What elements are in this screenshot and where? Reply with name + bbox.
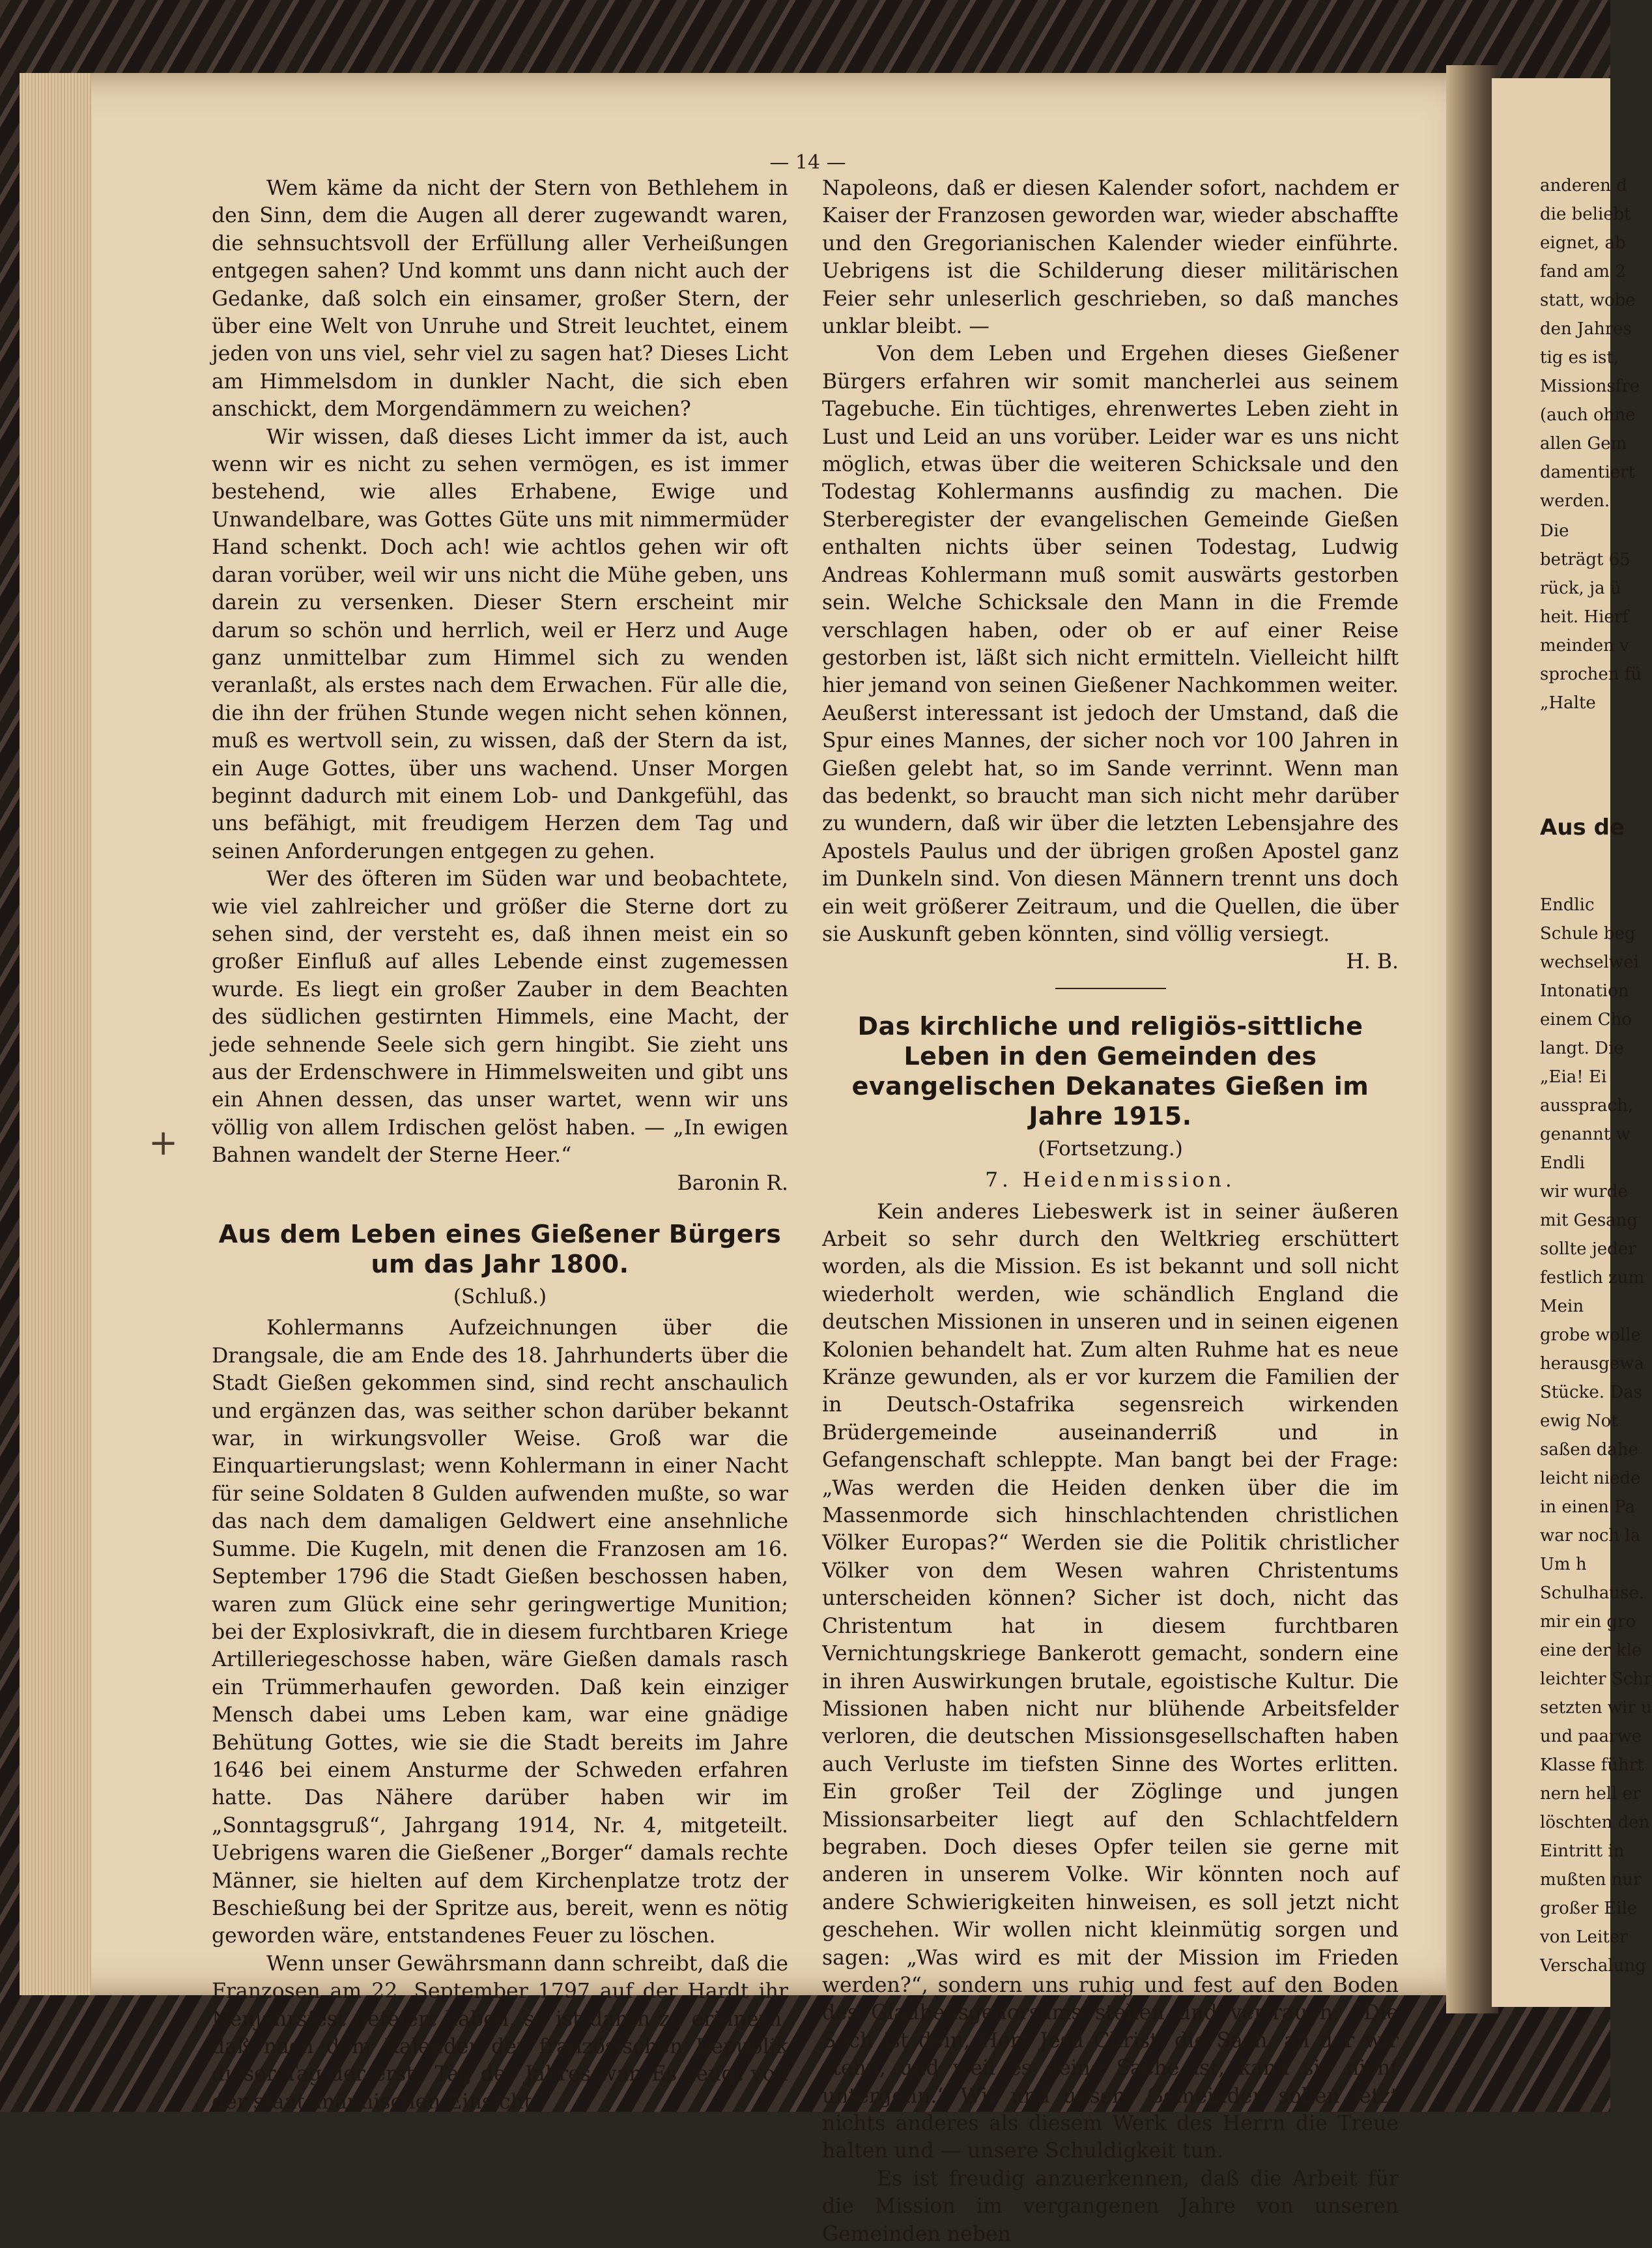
fragment-line: mir ein gro <box>1540 1612 1636 1632</box>
fragment-line: grobe wolle <box>1540 1325 1641 1345</box>
page-edge <box>20 73 91 1995</box>
fragment-line: leicht niede <box>1540 1469 1641 1488</box>
fragment-line: die beliebt <box>1540 205 1631 224</box>
fragment-line: eignet, ab <box>1540 233 1626 253</box>
fragment-line: wir wurde <box>1540 1182 1628 1202</box>
fragment-line: den Jahres <box>1540 319 1632 339</box>
fragment-line: saßen dahe <box>1540 1440 1638 1460</box>
fragment-line: mußten nur <box>1540 1870 1642 1890</box>
fragment-line: ewig Not <box>1540 1411 1618 1431</box>
fragment-line: nern hell er <box>1540 1784 1641 1804</box>
fragment-line: werden. <box>1540 491 1610 511</box>
fragment-line: Schulhause. <box>1540 1583 1645 1603</box>
fragment-line: genannt w <box>1540 1125 1631 1144</box>
fragment-heading: Aus de <box>1540 814 1625 841</box>
article-subtitle: (Fortsetzung.) <box>1038 1136 1183 1160</box>
fragment-line: und paarwe <box>1540 1727 1642 1746</box>
fragment-line: Stücke. Das <box>1540 1383 1642 1402</box>
fragment-line: heit. Hierf <box>1540 607 1629 627</box>
fragment-line: eine der kle <box>1540 1641 1642 1660</box>
paragraph: Von dem Leben und Ergehen dieses Gießener Bürgers erfahren wir somit mancherlei aus seinem Tagebuche. Ein tüchtiges, ehrenwertes Leben zieht in Lust und Leid an uns vorüber. Leider war es uns nicht möglich, etwas über die weiteren Schicksale und den Todestag Kohlermanns ausfindig zu machen. Die Sterberegister der evangelischen Gemeinde Gießen enthalten nichts über seinen Todestag, Ludwig Andreas Kohlermann muß somit auswärts gestorben sein. Welche Schicksale den Mann in die Fremde verschlagen haben, oder ob er auf einer Reise gestorben ist, läßt sich nicht ermitteln. Vielleicht hilft hier jemand von seinen Gießener Nachkommen weiter. Aeußerst interessant ist jedoch der Umstand, daß die Spur eines Mannes, der sicher noch vor 100 Jahren in Gießen gelebt hat, so im Sande verrinnt. Wenn man das bedenkt, so braucht man sich nicht mehr darüber zu wundern, daß wir über die letzten Lebensjahre des Apostels Paulus und der übrigen großen Apostel ganz im Dunkeln sind. Von diesen Männern trennt uns doch ein weit größerer Zeitraum, und die Quellen, die über sie Auskunft geben könnten, sind völlig versiegt. <box>822 342 1399 946</box>
fragment-line: setzten wir u <box>1540 1698 1652 1718</box>
article-subtitle: (Schluß.) <box>453 1285 547 1309</box>
page-number: — 14 — <box>769 151 846 174</box>
fragment-line: anderen d <box>1540 176 1627 195</box>
fragment-line: Um h <box>1540 1555 1587 1574</box>
fragment-line: Klasse führt <box>1540 1755 1644 1775</box>
paragraph: Napoleons, daß er diesen Kalender sofort, nachdem er Kaiser der Franzosen geworden war, wieder abschaffte und den Gregorianischen Kalender wieder einführte. Uebrigens ist die Schilderung dieser militärischen Feier sehr unleserlich geschrieben, so daß manches unklar bleibt. — <box>822 177 1399 339</box>
paragraph: Wir wissen, daß dieses Licht immer da ist, auch wenn wir es nicht zu sehen vermögen, es ist immer bestehend, wie alles Erhabene, Ewige und Unwandelbare, was Gottes Güte uns mit nimmermüder Hand schenkt. Doch ach! wie achtlos gehen wir oft daran vorüber, weil wir uns nicht die Mühe geben, uns darein zu versenken. Dieser Stern erscheint mir darum so schön und herrlich, weil er Herz und Auge ganz unmittelbar zum Himmel sich zu wenden veranlaßt, als erstes nach dem Erwachen. Für alle die, die ihn der frühen Stunde wegen nicht sehen können, muß es wertvoll sein, zu wissen, daß der Stern da ist, ein Auge Gottes, über uns wachend. Unser Morgen beginnt dadurch mit einem Lob- und Dankgefühl, das uns befähigt, mit freudigem Herzen dem Tag und seinen Anforderungen entgegen zu gehen. <box>212 425 788 863</box>
fragment-line: Intonation <box>1540 981 1629 1001</box>
fragment-line: statt, wobe <box>1540 291 1636 310</box>
fragment-line: leichter Schr <box>1540 1669 1652 1689</box>
fragment-line: Endlic <box>1540 895 1595 915</box>
article-heading: Aus dem Leben eines Gießener Bürgers um das Jahr 1800. <box>218 1220 782 1279</box>
fragment-line: Eintritt in <box>1540 1841 1625 1861</box>
fragment-line: meinden v <box>1540 636 1629 656</box>
fragment-line: Endli <box>1540 1153 1585 1173</box>
fragment-line: Missionsfre <box>1540 377 1640 396</box>
fragment-line: großer Eile <box>1540 1899 1638 1918</box>
fragment-line: herausgewa <box>1540 1354 1644 1374</box>
divider <box>1055 988 1166 989</box>
fragment-line: festlich zum <box>1540 1268 1645 1288</box>
fragment-line: „Eia! Ei <box>1540 1067 1607 1087</box>
fragment-line: einem Cho <box>1540 1010 1632 1030</box>
fragment-line: fand am 2 <box>1540 262 1626 281</box>
fragment-line: (auch ohne <box>1540 405 1636 425</box>
fragment-line: allen Gem <box>1540 434 1627 454</box>
fragment-line: aussprach, <box>1540 1096 1634 1116</box>
paragraph: Wenn unser Gewährsmann dann schreibt, daß die Franzosen am 22. September 1797 auf der Hardt ihr Neujahrsfest gefeiert haben, so ist daran zu erinnern, daß nach dem Kalender der französischen Republik dieser Tag der erste Tag des Jahres war. Es zeugt von der staatsmännischen Einsicht <box>212 1952 788 2114</box>
fragment-line: langt. Die <box>1540 1039 1624 1058</box>
fragment-line: wechselwei <box>1540 953 1639 972</box>
fragment-line: in einen Pa <box>1540 1497 1635 1517</box>
article-heading: Das kirchliche und religiös-sittliche Leben in den Gemeinden des evangelischen Dekanates Gießen im Jahre 1915. <box>851 1011 1369 1131</box>
paragraph: Wer des öfteren im Süden war und beobachtete, wie viel zahlreicher und größer die Sterne dort zu sehen sind, der versteht es, daß ihnen meist ein so großer Einfluß auf alles Lebende einst zugemessen wurde. Es liegt ein großer Zauber in dem Beachten des südlichen gestirnten Himmels, eine Macht, der jede sehnende Seele sich gern hingibt. Sie zieht uns aus der Erdenschwere in Himmelsweiten und gibt uns ein Ahnen dessen, das unser wartet, wenn wir uns völlig von allem Irdischen gelöst haben. — „In ewigen Bahnen wandelt der Sterne Heer.“ <box>212 867 788 1168</box>
fragment-line: damentiert <box>1540 463 1635 482</box>
paragraph: Wem käme da nicht der Stern von Bethlehem in den Sinn, dem die Augen all derer zugewandt waren, die sehnsuchtsvoll der Erfüllung aller Verheißungen entgegen sahen? Und kommt uns dann nicht auch der Gedanke, daß solch ein einsamer, großer Stern, der über eine Welt von Unruhe und Streit leuchtet, einem jeden von uns viel, sehr viel zu sagen hat? Dieses Licht am Himmelsdom in dunkler Nacht, die sich eben anschickt, dem Morgendämmern zu weichen? <box>212 177 788 422</box>
fragment-line: sprochen fü <box>1540 665 1642 684</box>
paragraph: Kein anderes Liebeswerk ist in seiner äußeren Arbeit so sehr durch den Weltkrieg erschüttert worden, als die Mission. Es ist bekannt und soll nicht wiederholt werden, wie schändlich England die deutschen Missionen in unseren und in seinen eigenen Kolonien behandelt hat. Zum alten Ruhme hat es neue Kränze gewunden, als er vor kurzem die Familien der in Deutsch-Ostafrika segensreich wirkenden Brüdergemeinde auseinanderriß und in Gefangenschaft schleppte. Man bangt bei der Frage: „Was werden die Heiden denken über die im Massenmorde sich hinschlachtenden christlichen Völker Europas?“ Werden sie die Politik christlicher Völker von dem Wesen wahren Christentums unterscheiden können? Sicher ist doch, nicht das Christentum hat in diesem furchtbaren Vernichtungskriege Bankerott gemacht, sondern eine in ihren Auswirkungen brutale, egoistische Kultur. Die Missionen haben nicht nur blühende Arbeitsfelder verloren, die deutschen Missionsgesellschaften haben auch Verluste im tiefsten Sinne des Wortes erlitten. Ein großer Teil der Zöglinge und jungen Missionsarbeiter liegt auf den Schlachtfeldern begraben. Doch dieses Opfer teilen sie gerne mit anderen in unserem Volke. Wir könnten noch auf andere Schwierigkeiten hinweisen, es soll jetzt nicht geschehen. Wir wollen nicht kleinmütig sorgen und sagen: „Was wird es mit der Mission im Frieden werden?“, sondern uns ruhig und fest auf den Boden des Glaubensgehorsams stellen und vertrauen: „Die Sach ist dein, Herr Jesu Christ, die Sach, an der wir stehn, und weil es deine Sache ist, kann sie nicht untergehn.“ Wir und unsere Gemeinden sollen jetzt nichts anderes als diesem Werk des Herrn die Treue halten und — unsere Schuldigkeit tun. <box>822 1200 1399 2163</box>
fragment-line: mit Gesang <box>1540 1211 1638 1230</box>
fragment-line: sollte jeder <box>1540 1239 1636 1259</box>
fragment-line: Schule beg <box>1540 924 1636 944</box>
author-signature: Baronin R. <box>677 1171 788 1195</box>
right-column <box>822 175 1399 2248</box>
paragraph: Es ist freudig anzuerkennen, daß die Arbeit für die Mission im vergangenen Jahre von unseren Gemeinden neben <box>822 2167 1399 2246</box>
fragment-line: beträgt 65 <box>1540 550 1631 569</box>
fragment-line: tig es ist, <box>1540 348 1619 367</box>
fragment-line: war noch la <box>1540 1526 1641 1546</box>
paragraph: Kohlermanns Aufzeichnungen über die Drangsale, die am Ende des 18. Jahrhunderts über die Stadt Gießen gekommen sind, sind recht anschaulich und ergänzen das, was seither schon darüber bekannt war, in wirkungsvoller Weise. Groß war die Einquartierungslast; wenn Kohlermann in einer Nacht für seine Soldaten 8 Gulden aufwenden mußte, so war das nach dem damaligen Geldwert eine ansehnliche Summe. Die Kugeln, mit denen die Franzosen am 16. September 1796 die Stadt Gießen beschossen haben, waren zum Glück eine sehr geringwertige Munition; bei der Explosivkraft, die in diesem furchtbaren Kriege Artilleriegeschosse haben, wäre Gießen damals rasch ein Trümmerhaufen geworden. Daß kein einziger Mensch dabei ums Leben kam, war eine gnädige Behütung Gottes, wie sie die Stadt bereits im Jahre 1646 bei einem Ansturme der Schweden erfahren hatte. Das Nähere darüber haben wir im „Sonntagsgruß“, Jahrgang 1914, Nr. 4, mitgeteilt. Uebrigens waren die Gießener „Borger“ damals rechte Männer, sie hielten auf dem Kirchenplatze trotz der Beschießung bei der Spritze aus, bereit, wenn es nötig geworden wäre, entstandenes Feuer zu löschen. <box>212 1316 788 1948</box>
fragment-line: Die <box>1540 521 1569 541</box>
left-column <box>212 175 788 2116</box>
section-heading: 7. Heidenmission. <box>985 1168 1236 1192</box>
author-signature: H. B. <box>1346 950 1399 974</box>
fragment-line: löschten den <box>1540 1813 1650 1832</box>
fragment-line: „Halte <box>1540 693 1596 713</box>
book-gutter <box>1446 65 1498 2013</box>
fragment-line: Mein <box>1540 1297 1584 1316</box>
fragment-line: von Leiter <box>1540 1927 1628 1947</box>
pencil-cross-mark: + <box>149 1122 178 1163</box>
fragment-line: rück, ja ü <box>1540 579 1621 598</box>
fragment-line: Verschalung <box>1540 1956 1646 1976</box>
